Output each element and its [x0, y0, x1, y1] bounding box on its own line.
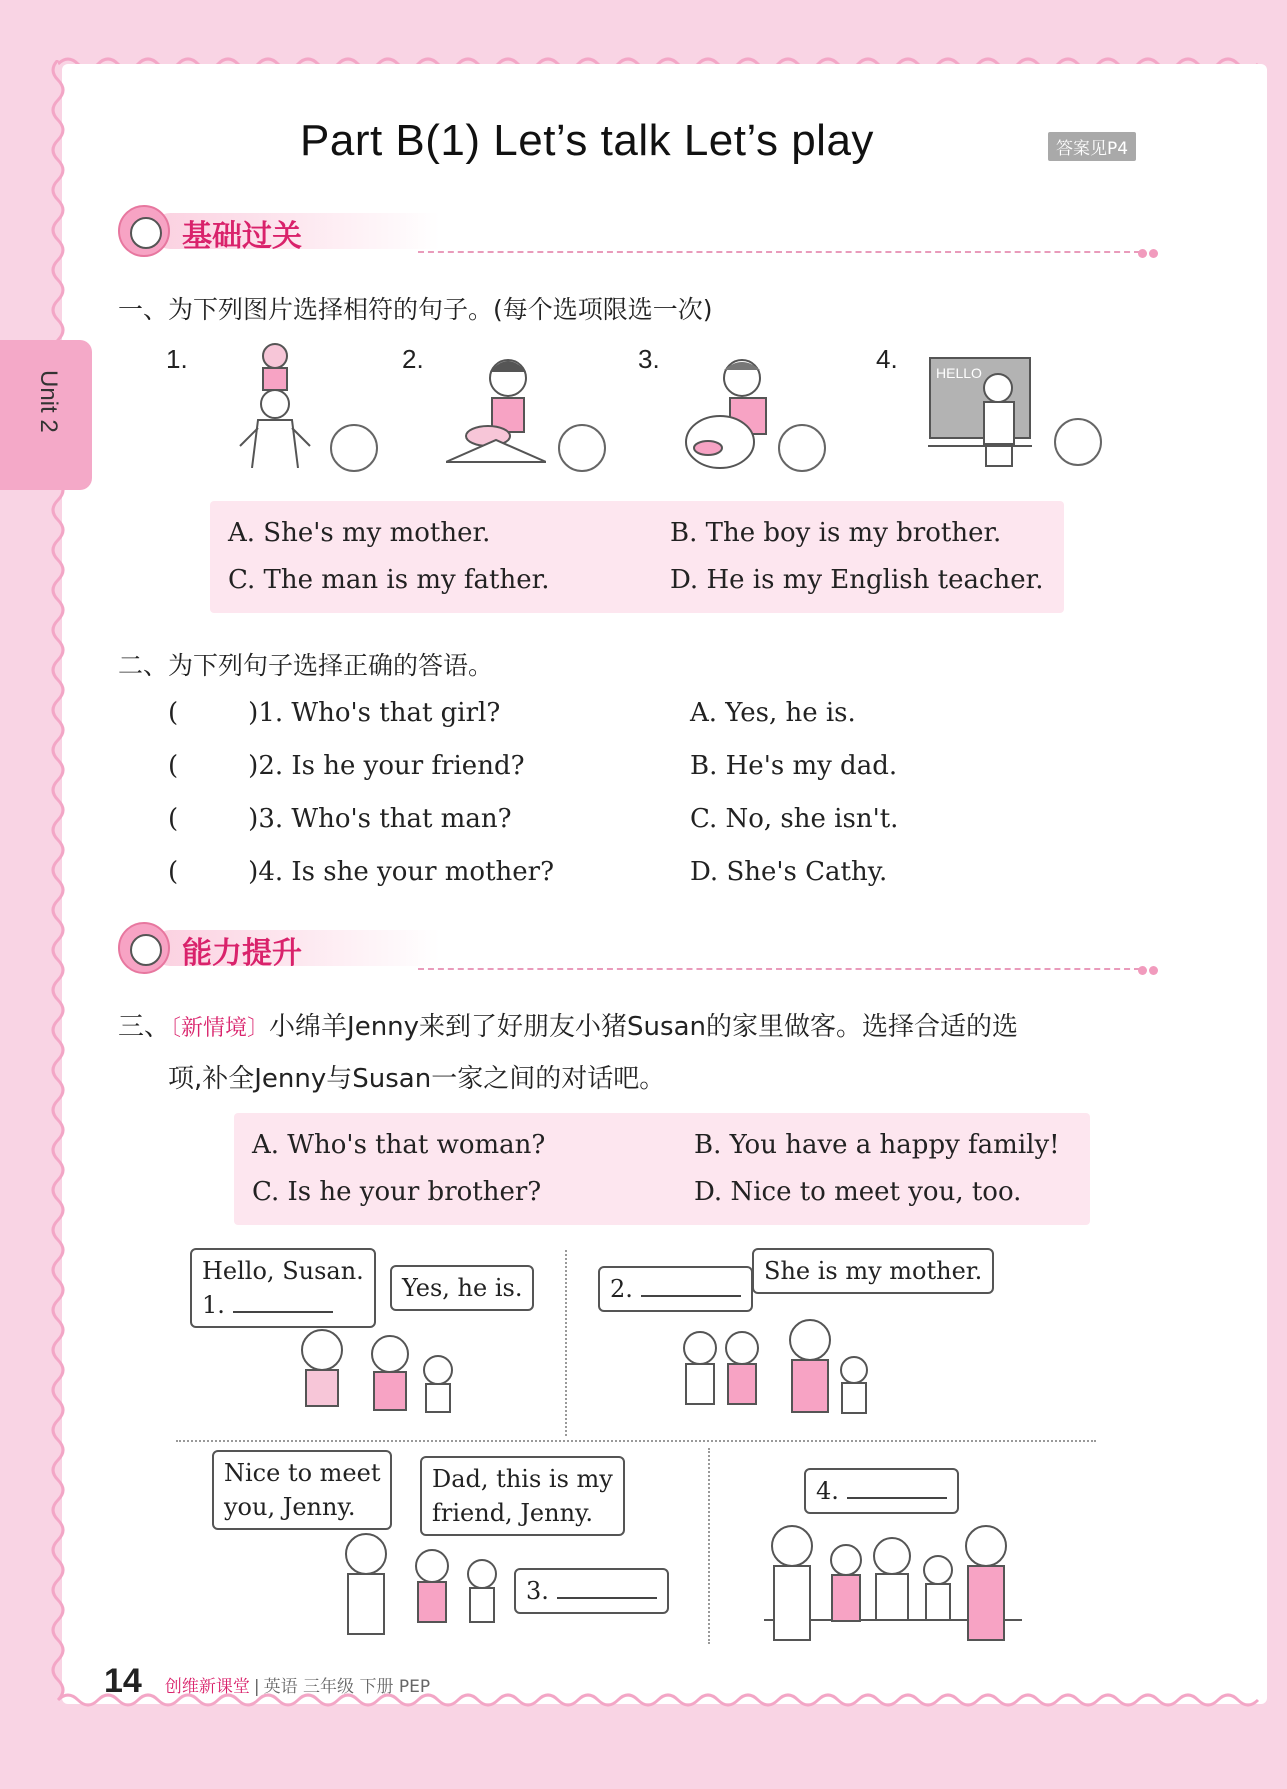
panel-divider — [176, 1440, 1096, 1442]
father-daughter-picture — [230, 336, 320, 468]
panel-divider — [565, 1250, 567, 1436]
q2-question-row: ( )3. Who's that man? — [168, 804, 512, 834]
q1-option-b: B. The boy is my brother. — [670, 518, 1002, 548]
q1-option-c: C. The man is my father. — [228, 565, 550, 595]
series-name: 创维新课堂 — [164, 1677, 250, 1697]
q2-answer: A. Yes, he is. — [690, 698, 856, 728]
speech-bubble: Nice to meet you, Jenny. — [212, 1450, 392, 1530]
q1-option-d: D. He is my English teacher. — [670, 565, 1044, 595]
section-heading-advanced: 能力提升 — [118, 922, 1158, 968]
q3-option-a: A. Who's that woman? — [252, 1130, 546, 1160]
speech-bubble: 4. — [804, 1468, 959, 1514]
answer-circle-2[interactable] — [558, 424, 606, 472]
board-text: HELLO — [936, 365, 982, 381]
q2-instruction: 二、为下列句子选择正确的答语。 — [118, 651, 494, 680]
q1-option-a: A. She's my mother. — [228, 518, 491, 548]
answer-blank[interactable] — [557, 1575, 657, 1599]
family-greeting-picture — [676, 1318, 876, 1430]
unit-label: Unit 2 — [35, 370, 62, 433]
q1-item-number: 4. — [876, 344, 898, 374]
q3-option-c: C. Is he your brother? — [252, 1177, 542, 1207]
mascot-icon — [118, 922, 170, 974]
answer-blank[interactable] — [233, 1289, 333, 1313]
page-number: 14 — [104, 1662, 142, 1700]
mascot-icon — [118, 205, 170, 257]
page-title: Part B(1) Let’s talk Let’s play — [300, 116, 874, 165]
answer-circle-1[interactable] — [330, 424, 378, 472]
q2-answer: B. He's my dad. — [690, 751, 898, 781]
panel-divider — [708, 1448, 710, 1644]
q3-intro-line1: 三、〔新情境〕小绵羊Jenny来到了好朋友小猪Susan的家里做客。选择合适的选 — [118, 1012, 1018, 1042]
section-heading-basic: 基础过关 — [118, 205, 1158, 251]
q3-intro-line2: 项,补全Jenny与Susan一家之间的对话吧。 — [168, 1064, 666, 1094]
speech-bubble: 2. — [598, 1266, 753, 1312]
answer-circle-4[interactable] — [1054, 418, 1102, 466]
q1-item-number: 1. — [166, 344, 188, 374]
q2-answer: C. No, she isn't. — [690, 804, 899, 834]
q1-item-number: 3. — [638, 344, 660, 374]
q2-question-row: ( )1. Who's that girl? — [168, 698, 501, 728]
q1-item-number: 2. — [402, 344, 424, 374]
speech-bubble: She is my mother. — [752, 1248, 994, 1294]
sheep-and-pigs-picture — [290, 1326, 470, 1430]
q2-answer: D. She's Cathy. — [690, 857, 888, 887]
q2-question-row: ( )2. Is he your friend? — [168, 751, 525, 781]
answer-blank[interactable] — [641, 1273, 741, 1297]
answer-circle-3[interactable] — [778, 424, 826, 472]
speech-bubble: Hello, Susan. 1. — [190, 1248, 376, 1328]
answer-reference-badge: 答案见P4 — [1048, 132, 1136, 161]
dad-and-friends-picture — [336, 1530, 506, 1650]
q3-option-d: D. Nice to meet you, too. — [694, 1177, 1022, 1207]
speech-bubble: Dad, this is my friend, Jenny. — [420, 1456, 625, 1536]
q3-option-b: B. You have a happy family! — [694, 1130, 1060, 1160]
speech-bubble: 3. — [514, 1568, 669, 1614]
new-scenario-tag: 〔新情境〕 — [170, 1016, 270, 1041]
answer-blank[interactable] — [847, 1475, 947, 1499]
book-info: 英语 三年级 下册 PEP — [263, 1677, 431, 1697]
whole-family-picture — [764, 1520, 1022, 1650]
speech-bubble: Yes, he is. — [390, 1265, 534, 1311]
decorative-wave-left — [48, 60, 68, 1700]
q2-question-row: ( )4. Is she your mother? — [168, 857, 555, 887]
teacher-at-board-picture — [928, 356, 1032, 468]
unit-side-tab — [0, 340, 92, 490]
mother-cooking-picture — [446, 350, 546, 466]
q1-instruction: 一、为下列图片选择相符的句子。(每个选项限选一次) — [118, 295, 713, 324]
boy-with-duck-picture — [680, 350, 790, 470]
page-footer: 14 创维新课堂 | 英语 三年级 下册 PEP — [104, 1662, 431, 1700]
